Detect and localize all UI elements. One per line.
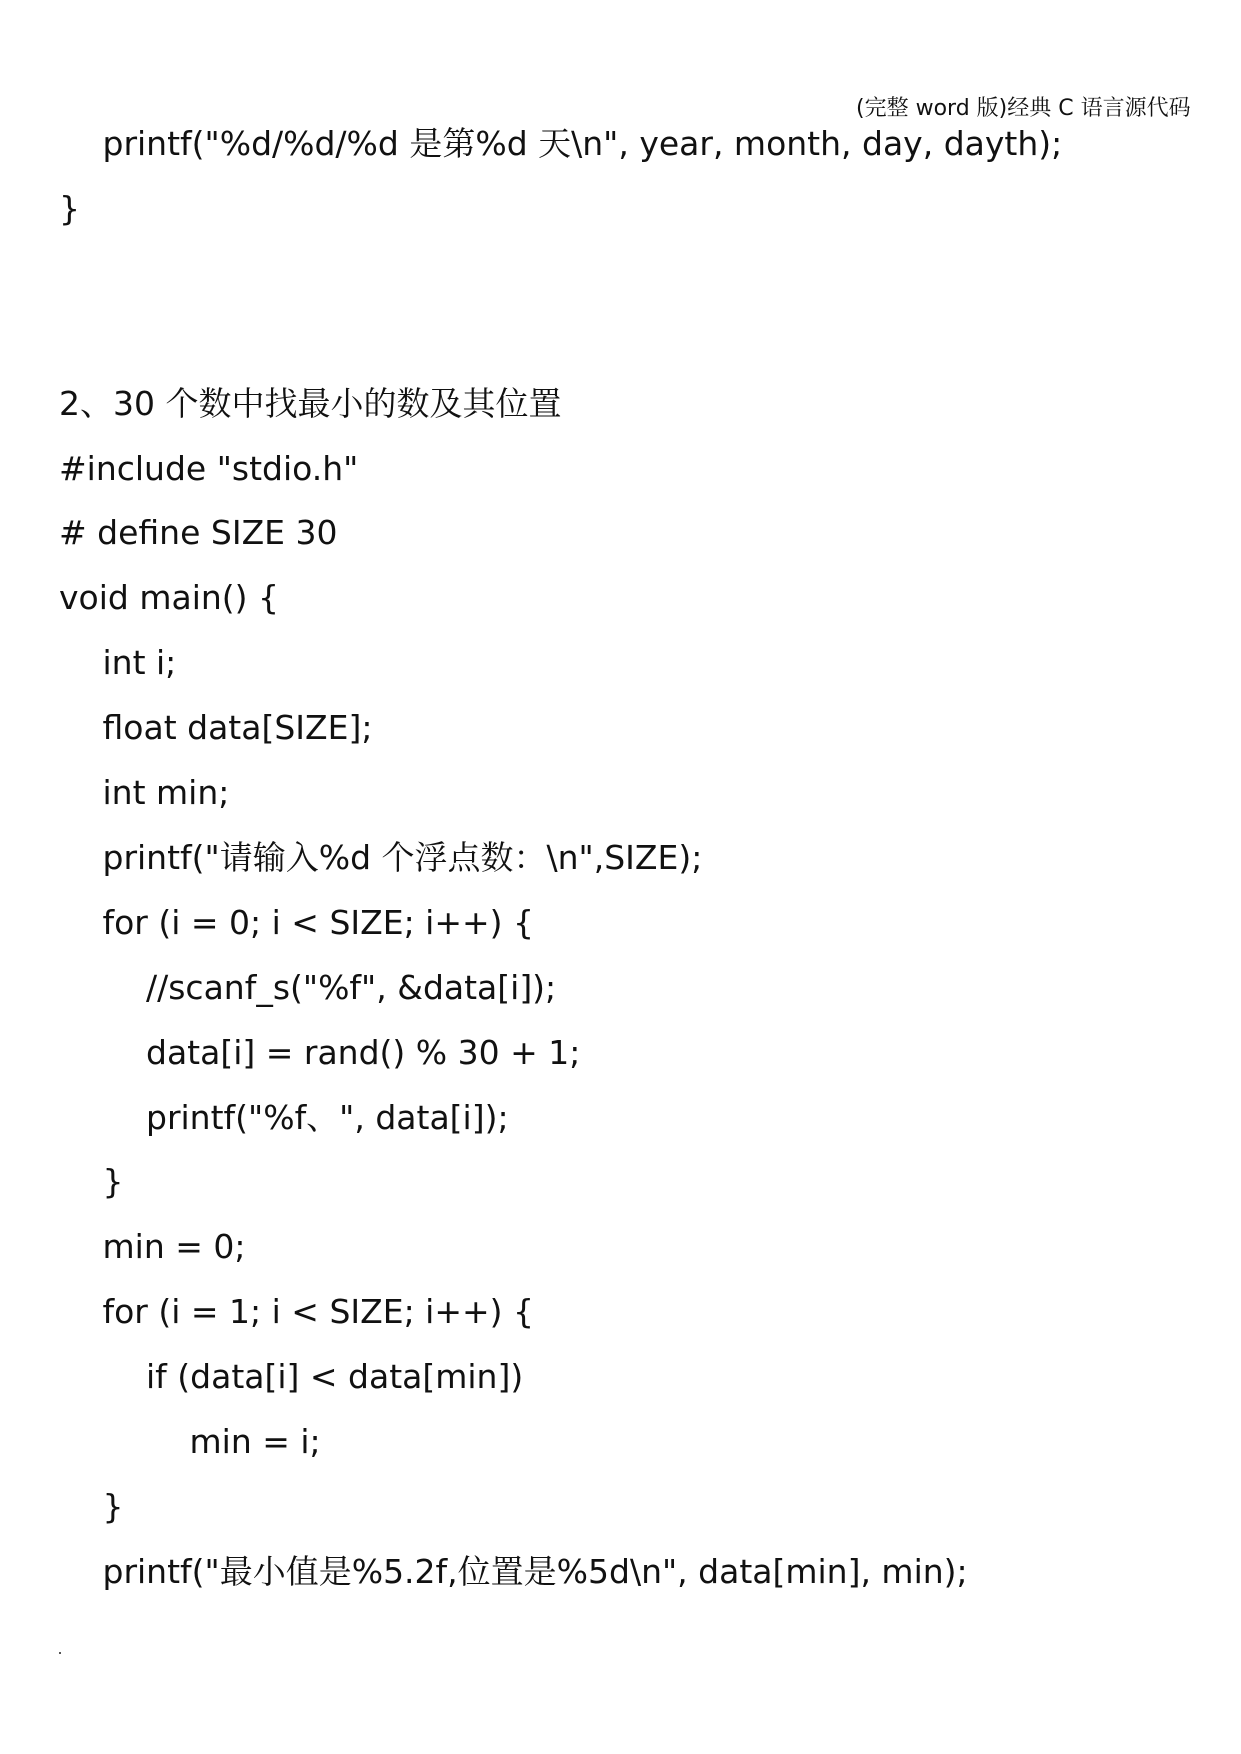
code-line: float data[SIZE]; [102, 708, 373, 748]
code-line: 2、30 个数中找最小的数及其位置 [59, 383, 562, 423]
code-line: data[i] = rand() % 30 + 1; [146, 1032, 581, 1072]
code-line: min = 0; [102, 1227, 246, 1267]
code-line: for (i = 0; i < SIZE; i++) { [102, 902, 535, 942]
code-line: if (data[i] < data[min]) [146, 1357, 524, 1397]
code-line: for (i = 1; i < SIZE; i++) { [102, 1292, 535, 1332]
code-line: printf("最小值是%5.2f,位置是%5d\n", data[min], min); [102, 1551, 968, 1591]
code-line: printf("请输入%d 个浮点数：\n",SIZE); [102, 837, 703, 877]
page-header: (完整 word 版)经典 C 语言源代码 [856, 96, 1191, 121]
code-line: } [102, 1486, 124, 1526]
code-line: min = i; [189, 1422, 321, 1461]
code-line: int min; [102, 773, 230, 812]
code-line: //scanf_s("%f", &data[i]); [146, 967, 557, 1007]
code-line: #include "stdio.h" [59, 448, 359, 488]
code-line: printf("%f、", data[i]); [146, 1097, 509, 1137]
code-line: } [59, 188, 80, 228]
code-line: int i; [102, 643, 177, 683]
code-line: printf("%d/%d/%d 是第%d 天\n", year, month, day, dayth); [102, 124, 1063, 163]
code-line: void main() { [59, 578, 280, 618]
code-line: # define SIZE 30 [59, 513, 338, 553]
code-line: } [102, 1162, 124, 1202]
page-dot-mark [59, 1652, 61, 1654]
